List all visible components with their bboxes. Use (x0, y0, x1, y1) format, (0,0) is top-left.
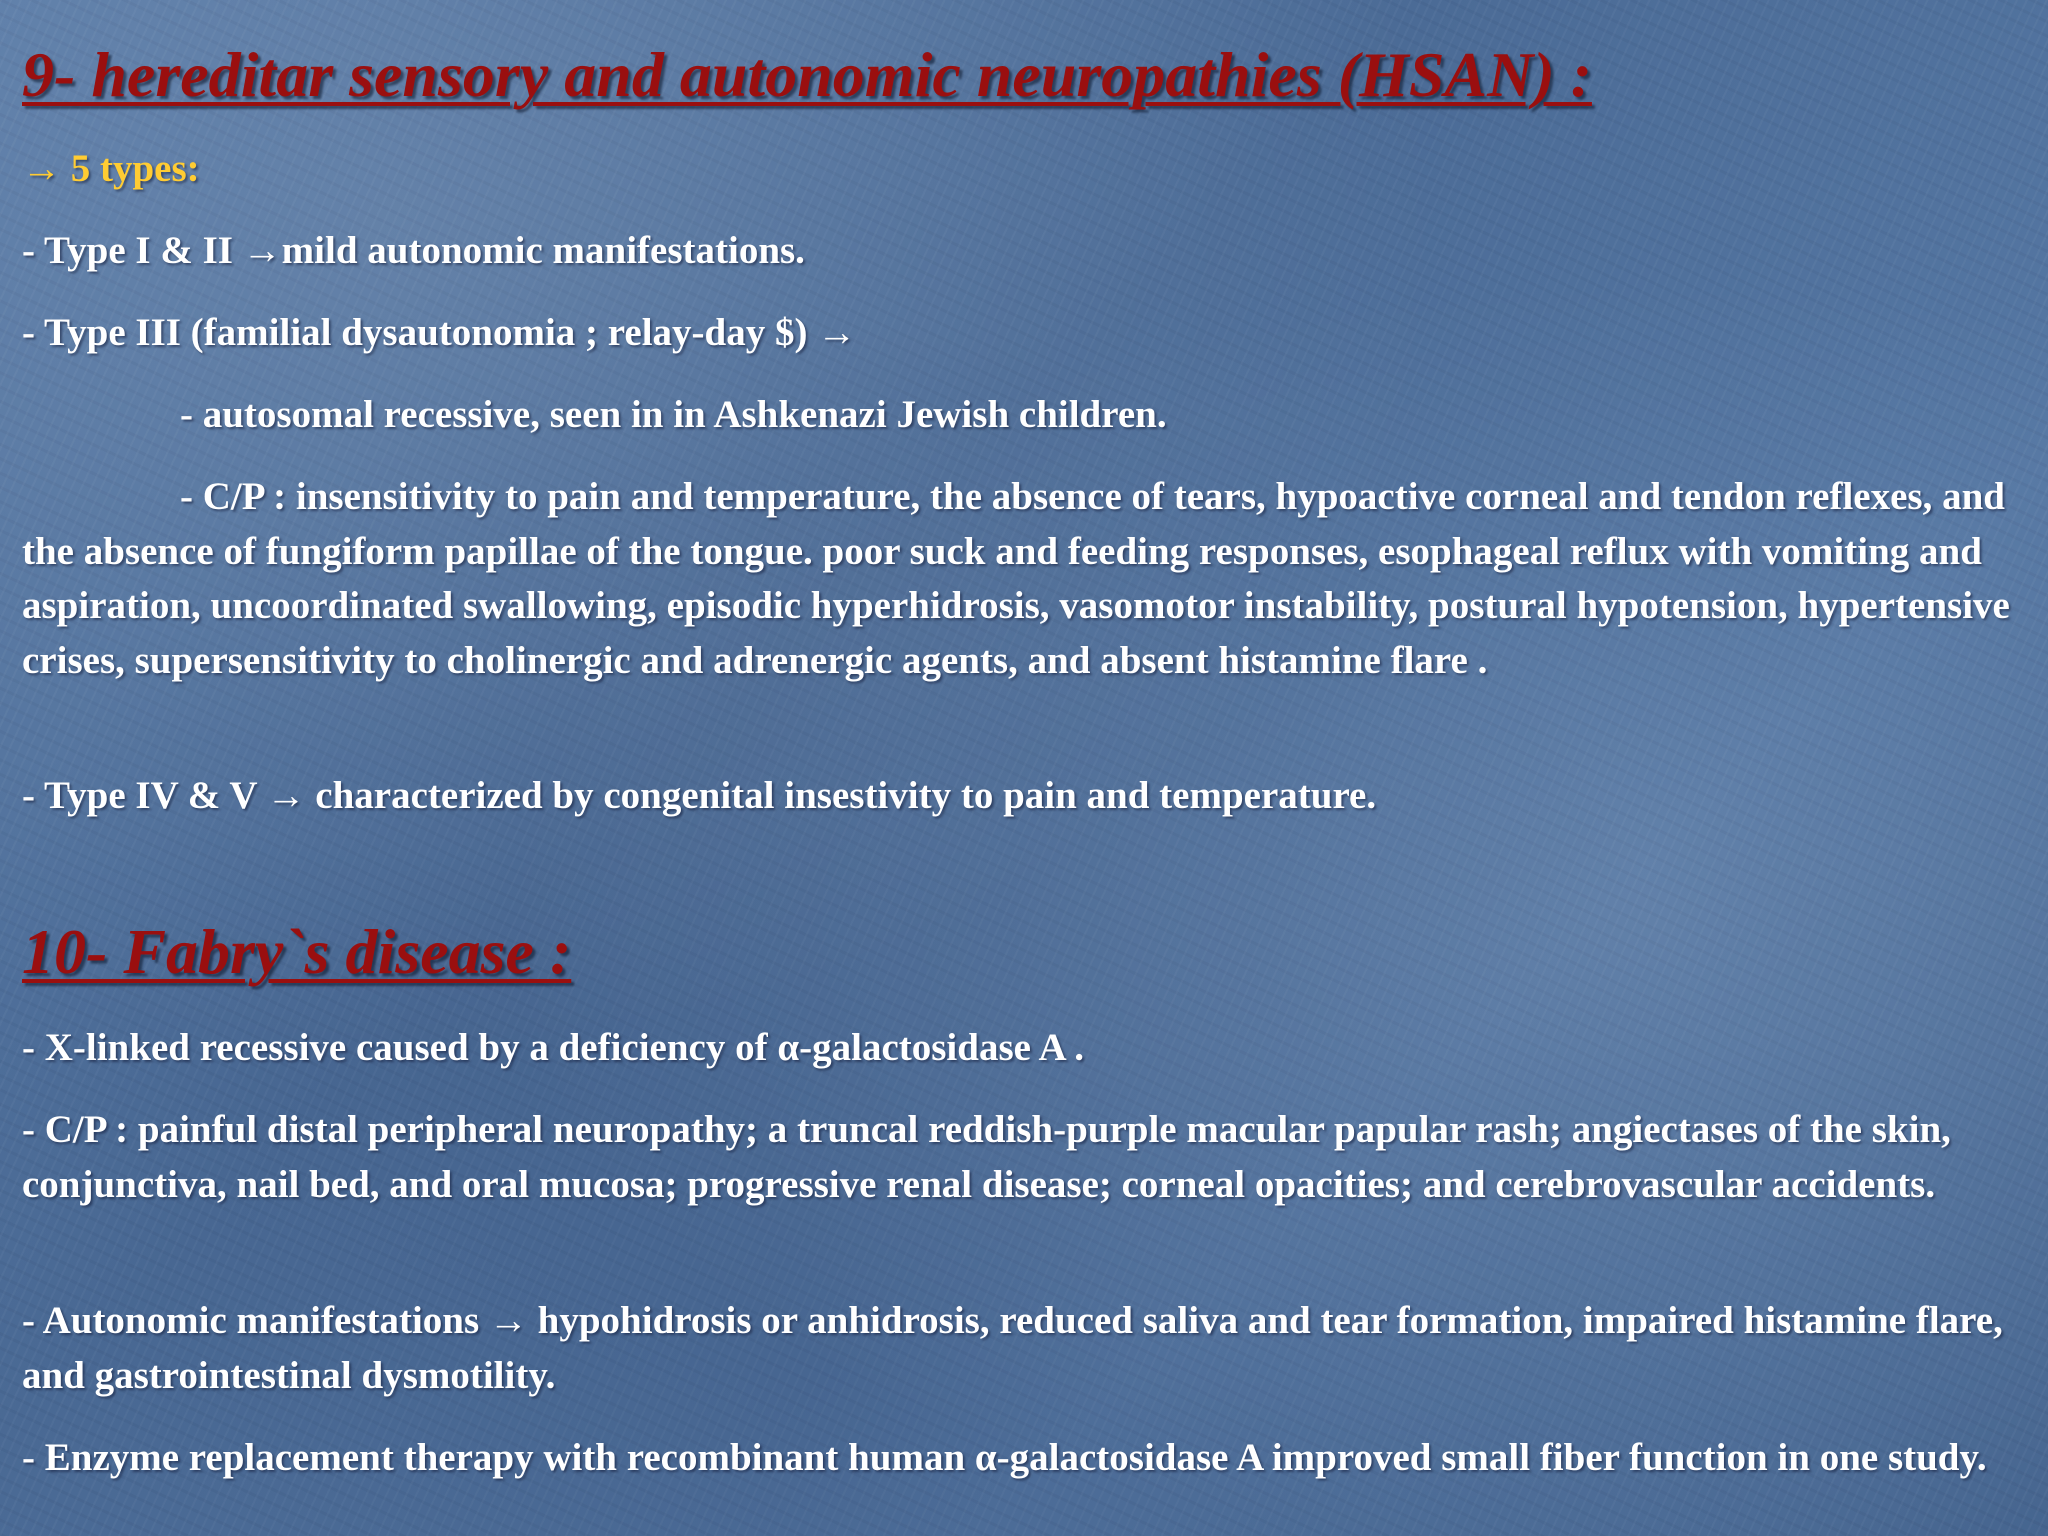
hsan-type-1-2: - Type I & II →mild autonomic manifestations. (22, 229, 805, 272)
section-heading-fabry: 10- Fabry`s disease : (22, 916, 572, 987)
fabry-clinical-picture: - C/P : painful distal peripheral neuropathy; a truncal reddish-purple macular papular rash; angiectases of the skin, conjunctiva, nail bed, and oral mucosa; progressive renal disease; corneal opacities; and cerebrovascular accidents. (22, 1108, 1951, 1206)
hsan-type-3-clinical-picture: - C/P : insensitivity to pain and temperature, the absence of tears, hypoactive corneal and tendon reflexes, and the absence of fungiform papillae of the tongue. poor suck and feeding responses, esophageal reflux with vomiting and aspiration, uncoordinated swallowing, episodic hyperhidrosis, vasomotor instability, postural hypotension, hypertensive crises, supersensitivity to cholinergic and adrenergic agents, and absent histamine flare . (22, 475, 2010, 682)
hsan-type-3-inheritance: - autosomal recessive, seen in in Ashkenazi Jewish children. (180, 393, 1167, 436)
types-intro: → 5 types: (22, 147, 200, 190)
hsan-type-3: - Type III (familial dysautonomia ; relay-day $) → (22, 311, 857, 354)
section-heading-hsan: 9- hereditar sensory and autonomic neuropathies (HSAN) : (22, 39, 1592, 110)
fabry-enzyme-therapy: - Enzyme replacement therapy with recombinant human α-galactosidase A improved small fiber function in one study. (22, 1436, 1987, 1479)
fabry-autonomic-manifestations: - Autonomic manifestations → hypohidrosis or anhidrosis, reduced saliva and tear formation, impaired histamine flare, and gastrointestinal dysmotility. (22, 1299, 2003, 1397)
fabry-inheritance: - X-linked recessive caused by a deficiency of α-galactosidase A . (22, 1026, 1085, 1069)
hsan-type-4-5: - Type IV & V → characterized by congenital insestivity to pain and temperature. (22, 774, 1377, 817)
